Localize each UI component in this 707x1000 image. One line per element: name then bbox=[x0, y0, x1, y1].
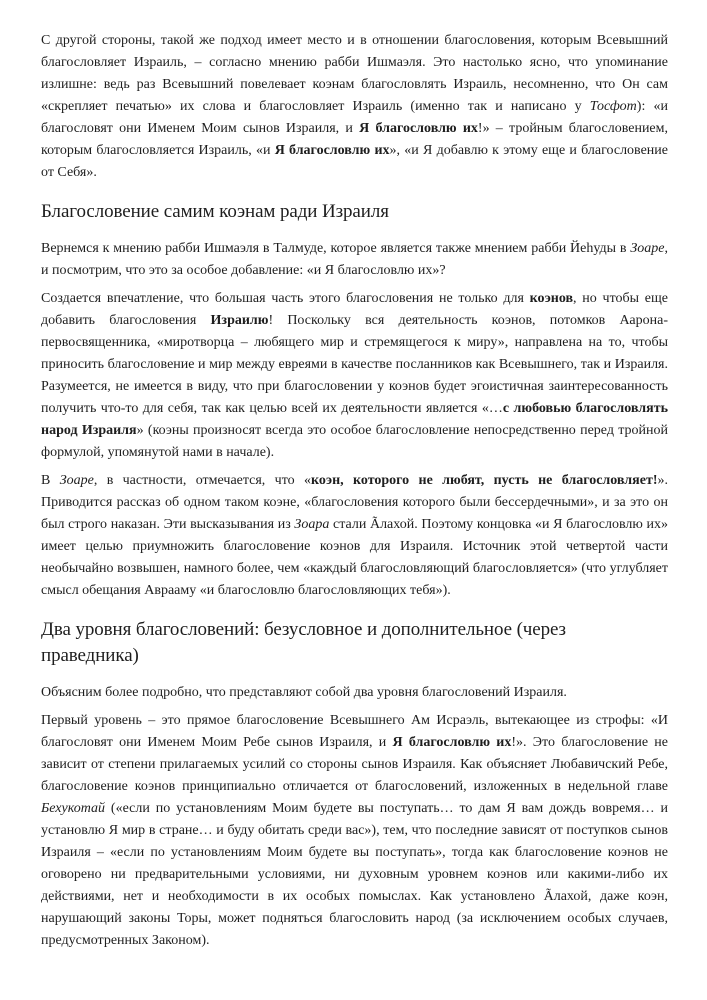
text-run: Два уровня благословений: безусловное и дополнительное (через праведника) bbox=[41, 619, 566, 666]
text-run-bold: коэн, которого не любят, пусть не благословляет! bbox=[310, 473, 658, 488]
text-run-italic: Бехукотай bbox=[41, 801, 106, 816]
text-run-italic: Зоаре bbox=[630, 241, 665, 256]
text-run: » (коэны произносят всегда это особое благословление непосредственно перед тройной формулой, упомянутой нами в начале). bbox=[41, 423, 669, 460]
paragraph bbox=[41, 30, 668, 184]
text-run: Объясним более подробно, что представляют собой два уровня благословений Израиля. bbox=[41, 685, 567, 700]
text-run: стали Ãлахой. Поэтому концовка «и Я благословлю их» имеет целью приумножить благословение коэнов для Израиля. Источник этой четвертой части необычайно возвышен, намного более, чем «каждый благословляющий благословляется» (что углубляет смысл обещания Аврааму «и благословлю благословляющих тебя»). bbox=[41, 517, 668, 598]
text-run-bold: с любовью благословлять народ Израиля bbox=[41, 401, 668, 438]
paragraph bbox=[41, 238, 668, 282]
text-run-italic: Зоаре bbox=[59, 473, 94, 488]
text-run: Создается впечатление, что большая часть этого благословения не только для bbox=[41, 291, 530, 306]
text-run-bold: Я благословлю их bbox=[274, 143, 390, 158]
text-run: , но чтобы еще добавить благословения bbox=[41, 291, 668, 328]
text-run-bold: коэнов bbox=[529, 291, 574, 306]
text-run: ». Приводится рассказ об одном таком коэне, «благословения которого были бессердечными», и за это он был строго наказан. Эти высказывания из bbox=[41, 473, 668, 532]
text-run-italic: Тосфот bbox=[589, 99, 637, 114]
section-heading bbox=[41, 199, 668, 225]
text-run: , в частности, отмечается, что « bbox=[93, 473, 311, 488]
document-content bbox=[41, 30, 668, 952]
paragraph bbox=[41, 288, 668, 464]
text-run-bold: Израилю bbox=[210, 313, 269, 328]
text-run: Первый уровень – это прямое благословение Всевышнего Ам Исраэль, вытекающее из строфы: «И благословят они Именем Моим Ребе сынов Израиля, и bbox=[41, 713, 668, 750]
text-run: Благословение самим коэнам ради Израиля bbox=[41, 201, 389, 222]
text-run: , и посмотрим, что это за особое добавление: «и Я благословлю их»? bbox=[41, 241, 668, 278]
text-run: !» – тройным благословением, которым благословляется Израиль, «и bbox=[41, 121, 669, 158]
text-run: ! Поскольку вся деятельность коэнов, потомков Аарона-первосвященника, «миротворца – любящего мир и стремящегося к миру», направлена на то, чтобы приносить благословение и мир между евреями в качестве посланников как Всевышнего, так и Израиля. Разумеется, не имеется в виду, что при благословении у коэнов будет эгоистичная заинтересованность получить что-то для себя, так как целью всей их деятельности является «… bbox=[41, 313, 668, 416]
text-run: !». Это благословение не зависит от степени прилагаемых усилий со стороны сынов Израиля. Как объясняет Любавичский Ребе, благословение коэнов принципиально отличается от благословений, изложенных в недельной главе bbox=[41, 735, 669, 794]
text-run: В bbox=[41, 473, 60, 488]
text-run: С другой стороны, такой же подход имеет место и в отношении благословения, которым Всевышний благословляет Израиль, – согласно мнению рабби Ишмаэля. Это настолько ясно, что упоминание излишне: ведь раз Всевышний повелевает коэнам благословлять Израиль, несомненно, что Он сам «скрепляет печатью» их слова и благословляет Израиль (именно так и написано у bbox=[41, 33, 668, 114]
text-run-italic: Зоара bbox=[294, 517, 330, 532]
section-heading bbox=[41, 617, 668, 669]
paragraph bbox=[41, 470, 668, 602]
text-run: Вернемся к мнению рабби Ишмаэля в Талмуде, которое является также мнением рабби Йеhуды в bbox=[41, 241, 631, 256]
text-run-bold: Я благословлю их bbox=[392, 735, 512, 750]
paragraph bbox=[41, 710, 668, 952]
text-run: ): «и благословят они Именем Моим сынов Израиля, и bbox=[41, 99, 668, 136]
paragraph bbox=[41, 682, 668, 704]
text-run: », «и Я добавлю к этому еще и благословение от Себя». bbox=[41, 143, 668, 180]
text-run: («если по установлениям Моим будете вы поступать… то дам Я вам дождь вовремя… и установлю Я мир в стране… и буду обитать среди вас»), тем, что последние зависят от поступков сынов Израиля – «если по установлениям Моим будете вы поступать», тогда как благословение коэнов не оговорено ни предварительными условиями, ни духовным уровнем коэнов или какими-либо их действиями, нет и необходимости в их особых помыслах. Как установлено Ãлахой, даже коэн, нарушающий законы Торы, может подняться благословить народ (за исключением особых случаев, предусмотренных Законом). bbox=[41, 801, 668, 948]
text-run-bold: Я благословлю их bbox=[359, 121, 478, 136]
